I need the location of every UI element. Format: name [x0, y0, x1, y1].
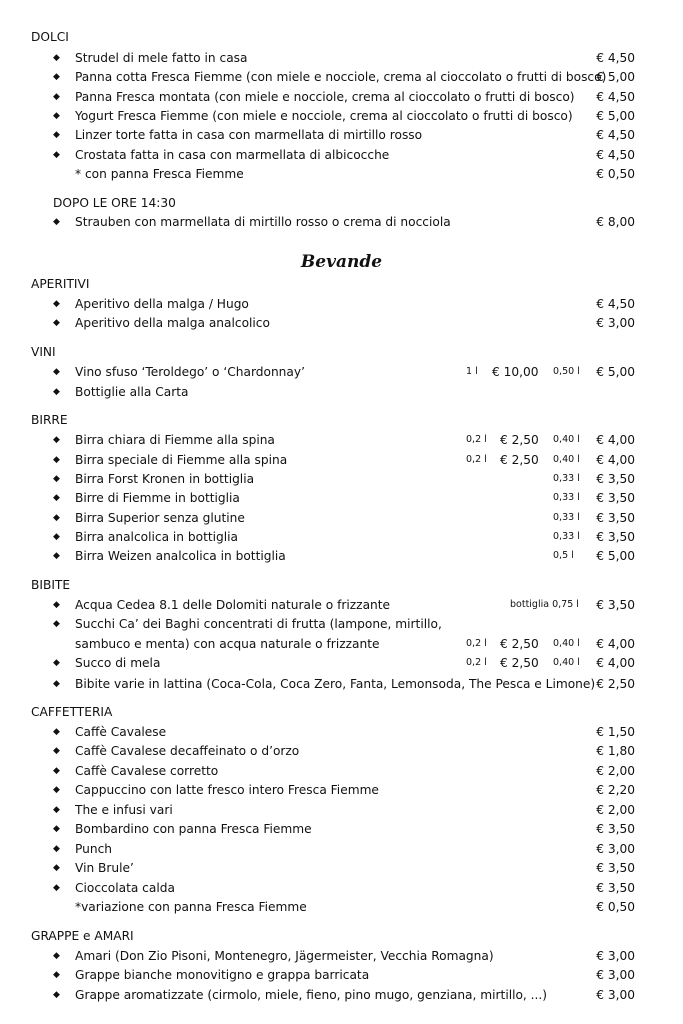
menu-item-name: Bombardino con panna Fresca Fiemme — [75, 822, 312, 836]
menu-item-price-2: € 5,00 — [596, 365, 635, 379]
menu-item-price: € 4,50 — [596, 90, 635, 104]
menu-item-name: Acqua Cedea 8.1 delle Dolomiti naturale o frizzante — [75, 598, 391, 612]
section-heading-dolci: DOLCI — [31, 30, 69, 44]
bullet-icon: ◆ — [53, 785, 60, 795]
section-heading-vini: VINI — [31, 345, 56, 359]
menu-item-name: Birra analcolica in bottiglia — [75, 530, 239, 544]
bevande-title: Bevande — [300, 252, 383, 272]
menu-item-name: Panna cotta Fresca Fiemme (con miele e nocciole, crema al cioccolato o frutti di bosco) — [75, 70, 607, 84]
menu-item-name: Succo di mela — [75, 656, 161, 670]
menu-item-price: € 3,50 — [596, 861, 635, 875]
bullet-icon: ◆ — [53, 217, 60, 227]
menu-item-name: Grappe aromatizzate (cirmolo, miele, fieno, pino mugo, genziana, mirtillo, ...) — [75, 988, 548, 1002]
section-heading-birre: BIRRE — [31, 413, 68, 427]
bullet-icon: ◆ — [53, 844, 60, 854]
menu-item-extra-price: € 0,50 — [596, 900, 635, 914]
menu-item-volume-1: 0,2 l — [466, 434, 487, 445]
menu-item-volume-2: 0,33 l — [553, 473, 580, 484]
menu-item-name: Strauben con marmellata di mirtillo rosso o crema di nocciola — [75, 215, 451, 229]
menu-item-price-2: € 4,00 — [596, 453, 635, 467]
menu-item-name: Strudel di mele fatto in casa — [75, 51, 248, 65]
menu-item-volume-2: 0,33 l — [553, 492, 580, 503]
menu-item-name: Succhi Ca’ dei Baghi concentrati di frutta (lampone, mirtillo, — [75, 617, 442, 631]
menu-item-volume-2: 0,40 l — [553, 454, 580, 465]
menu-item-volume-2: 0,33 l — [553, 531, 580, 542]
menu-item-volume-2: 0,40 l — [553, 638, 580, 649]
menu-item-name: Bottiglie alla Carta — [75, 385, 189, 399]
menu-item-name: Birre di Fiemme in bottiglia — [75, 491, 240, 505]
menu-item-name: Caffè Cavalese — [75, 725, 167, 739]
subheading-after-time: DOPO LE ORE 14:30 — [53, 196, 176, 210]
menu-item-name: Birra Superior senza glutine — [75, 511, 245, 525]
bullet-icon: ◆ — [53, 92, 60, 102]
bullet-icon: ◆ — [53, 600, 60, 610]
bullet-icon: ◆ — [53, 513, 60, 523]
menu-item-price-2: € 4,00 — [596, 637, 635, 651]
menu-item-price: € 2,20 — [596, 783, 635, 797]
menu-item-price-1: € 2,50 — [500, 433, 539, 447]
bullet-icon: ◆ — [53, 727, 60, 737]
menu-item-price: € 4,50 — [596, 148, 635, 162]
menu-item-name: Bibite varie in lattina (Coca-Cola, Coca Zero, Fanta, Lemonsoda, The Pesca e Limone) — [75, 677, 596, 691]
menu-item-volume-1: 0,2 l — [466, 657, 487, 668]
menu-item-price-2: € 3,50 — [596, 530, 635, 544]
menu-item-name: Linzer torte fatta in casa con marmellata di mirtillo rosso — [75, 128, 423, 142]
menu-item-price: € 4,50 — [596, 297, 635, 311]
menu-item-price: € 8,00 — [596, 215, 635, 229]
menu-item-name: Caffè Cavalese corretto — [75, 764, 219, 778]
bullet-icon: ◆ — [53, 883, 60, 893]
menu-item-name: Punch — [75, 842, 113, 856]
menu-item-price: € 1,50 — [596, 725, 635, 739]
menu-item-volume-1: 0,2 l — [466, 454, 487, 465]
menu-item-name: Crostata fatta in casa con marmellata di albicocche — [75, 148, 390, 162]
menu-item-price: € 4,50 — [596, 128, 635, 142]
bullet-icon: ◆ — [53, 824, 60, 834]
bullet-icon: ◆ — [53, 493, 60, 503]
menu-item-volume-1: 0,2 l — [466, 638, 487, 649]
menu-item-price: € 3,00 — [596, 949, 635, 963]
menu-item-name: Grappe bianche monovitigno e grappa barricata — [75, 968, 370, 982]
menu-item-price-2: € 3,50 — [596, 598, 635, 612]
bullet-icon: ◆ — [53, 150, 60, 160]
bullet-icon: ◆ — [53, 532, 60, 542]
menu-item-price-2: € 2,50 — [596, 677, 635, 691]
bullet-icon: ◆ — [53, 435, 60, 445]
bullet-icon: ◆ — [53, 990, 60, 1000]
menu-item-name: Aperitivo della malga / Hugo — [75, 297, 249, 311]
menu-item-price: € 5,00 — [596, 70, 635, 84]
menu-item-name: Yogurt Fresca Fiemme (con miele e nocciole, crema al cioccolato o frutti di bosco) — [75, 109, 573, 123]
menu-item-volume-1: 1 l — [466, 366, 478, 377]
bullet-icon: ◆ — [53, 805, 60, 815]
bullet-icon: ◆ — [53, 318, 60, 328]
menu-item-price: € 3,00 — [596, 968, 635, 982]
section-heading-bibite: BIBITE — [31, 578, 71, 592]
bullet-icon: ◆ — [53, 619, 60, 629]
menu-item-name: Cappuccino con latte fresco intero Fresca Fiemme — [75, 783, 379, 797]
menu-item-extra-name: * con panna Fresca Fiemme — [75, 167, 244, 181]
menu-item-price: € 2,00 — [596, 764, 635, 778]
menu-item-extra-name: *variazione con panna Fresca Fiemme — [75, 900, 307, 914]
bullet-icon: ◆ — [53, 863, 60, 873]
bullet-icon: ◆ — [53, 299, 60, 309]
menu-item-price-1: € 2,50 — [500, 656, 539, 670]
menu-item-name: Vino sfuso ‘Teroldego’ o ‘Chardonnay’ — [75, 365, 305, 379]
bullet-icon: ◆ — [53, 766, 60, 776]
menu-item-volume-2: 0,50 l — [553, 366, 580, 377]
menu-item-price: € 3,50 — [596, 822, 635, 836]
section-heading-caffetteria: CAFFETTERIA — [31, 705, 113, 719]
bullet-icon: ◆ — [53, 746, 60, 756]
menu-item-price-2: € 3,50 — [596, 511, 635, 525]
menu-item-price-1: € 10,00 — [492, 365, 539, 379]
menu-item-name: Birra Weizen analcolica in bottiglia — [75, 549, 286, 563]
menu-item-extra-price: € 0,50 — [596, 167, 635, 181]
bullet-icon: ◆ — [53, 970, 60, 980]
menu-item-volume-2: 0,40 l — [553, 434, 580, 445]
bullet-icon: ◆ — [53, 130, 60, 140]
menu-item-price: € 3,00 — [596, 842, 635, 856]
bullet-icon: ◆ — [53, 455, 60, 465]
menu-item-name: Panna Fresca montata (con miele e nocciole, crema al cioccolato o frutti di bosco) — [75, 90, 575, 104]
menu-item-price: € 4,50 — [596, 51, 635, 65]
menu-item-name: Caffè Cavalese decaffeinato o d’orzo — [75, 744, 300, 758]
bullet-icon: ◆ — [53, 551, 60, 561]
menu-item-name: Vin Brule’ — [75, 861, 134, 875]
menu-item-name: Aperitivo della malga analcolico — [75, 316, 270, 330]
section-heading-aperitivi: APERITIVI — [31, 277, 90, 291]
menu-item-name: Cioccolata calda — [75, 881, 175, 895]
menu-item-price: € 2,00 — [596, 803, 635, 817]
bullet-icon: ◆ — [53, 951, 60, 961]
menu-item-name: Birra chiara di Fiemme alla spina — [75, 433, 275, 447]
menu-item-price-2: € 3,50 — [596, 472, 635, 486]
menu-item-price-1: € 2,50 — [500, 637, 539, 651]
menu-item-name: Amari (Don Zio Pisoni, Montenegro, Jägermeister, Vecchia Romagna) — [75, 949, 494, 963]
menu-item-price-2: € 5,00 — [596, 549, 635, 563]
menu-item-price-2: € 4,00 — [596, 656, 635, 670]
menu-item-price: € 3,50 — [596, 881, 635, 895]
bullet-icon: ◆ — [53, 474, 60, 484]
bullet-icon: ◆ — [53, 53, 60, 63]
menu-item-name: Birra Forst Kronen in bottiglia — [75, 472, 255, 486]
menu-item-price: € 3,00 — [596, 988, 635, 1002]
menu-item-price: € 1,80 — [596, 744, 635, 758]
menu-item-name: The e infusi vari — [75, 803, 173, 817]
menu-item-price-1: € 2,50 — [500, 453, 539, 467]
bullet-icon: ◆ — [53, 367, 60, 377]
menu-item-volume-2: 0,5 l — [553, 550, 574, 561]
bullet-icon: ◆ — [53, 111, 60, 121]
bullet-icon: ◆ — [53, 679, 60, 689]
bullet-icon: ◆ — [53, 72, 60, 82]
bullet-icon: ◆ — [53, 658, 60, 668]
menu-item-price: € 5,00 — [596, 109, 635, 123]
bullet-icon: ◆ — [53, 387, 60, 397]
menu-item-volume-2: 0,33 l — [553, 512, 580, 523]
menu-item-volume-2: 0,40 l — [553, 657, 580, 668]
menu-item-price-2: € 3,50 — [596, 491, 635, 505]
menu-item-name-continued: sambuco e menta) con acqua naturale o frizzante — [75, 637, 380, 651]
menu-item-volume-2: bottiglia 0,75 l — [510, 599, 579, 610]
menu-item-price: € 3,00 — [596, 316, 635, 330]
menu-item-price-2: € 4,00 — [596, 433, 635, 447]
menu-item-name: Birra speciale di Fiemme alla spina — [75, 453, 288, 467]
section-heading-grappe: GRAPPE e AMARI — [31, 929, 134, 943]
